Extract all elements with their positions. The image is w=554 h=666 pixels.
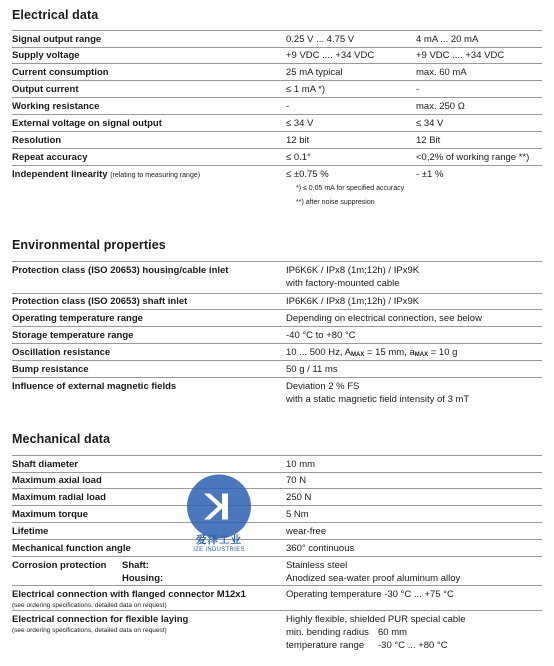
row-label: Maximum radial load — [12, 492, 106, 503]
table-row — [12, 344, 542, 361]
row-value: 360° continuous — [286, 543, 355, 554]
row-label: Influence of external magnetic fields — [12, 381, 177, 392]
row-value: 250 N — [286, 492, 312, 503]
row-value: -40 °C to +80 °C — [286, 330, 356, 341]
row-value: IP6K6K / IPx8 (1m;12h) / IPx9K — [286, 296, 420, 307]
row-label: Repeat accuracy — [12, 152, 88, 163]
row-label: Oscillation resistance — [12, 347, 111, 358]
row-value-current: <0,2% of working range **) — [416, 152, 530, 163]
table-row — [12, 455, 542, 473]
footnote: **) after noise suppresion — [296, 199, 375, 206]
table-row — [12, 47, 542, 64]
row-label: Electrical connection with flanged connector M12x1 (see ordering specifications, detailed data on request) — [12, 589, 246, 609]
row-value-voltage: ≤ 0.1° — [286, 152, 311, 163]
row-value-voltage: 12 bit — [286, 135, 310, 146]
table-row — [12, 293, 542, 310]
table-row — [12, 132, 542, 149]
row-value-current: max. 250 Ω — [416, 101, 465, 112]
row-value-current: 4 mA ... 20 mA — [416, 34, 479, 45]
row-label: Independent linearity (relating to measuring range) — [12, 169, 201, 180]
row-label: Storage temperature range — [12, 330, 134, 341]
row-label: Maximum torque — [12, 509, 89, 520]
table-row — [12, 327, 542, 344]
table-row — [12, 540, 542, 557]
row-label: Resolution — [12, 135, 62, 146]
row-value: Stainless steel Anodized sea-water proof aluminum alloy — [286, 560, 461, 584]
row-label-sub: Shaft: Housing: — [122, 560, 164, 584]
table-row — [12, 557, 542, 586]
row-label: Output current — [12, 84, 79, 95]
table-row — [12, 115, 542, 132]
environmental-section-title: Environmental properties — [12, 238, 166, 252]
row-value: Highly flexible, shielded PUR special cable min. bending radius 60 mm temperature range -30 °C ... +80 °C — [286, 614, 466, 651]
row-value-current: +9 VDC .... +34 VDC — [416, 50, 505, 61]
row-label: Bump resistance — [12, 364, 89, 375]
row-value: Depending on electrical connection, see below — [286, 313, 482, 324]
table-row — [12, 81, 542, 98]
table-row — [12, 586, 542, 611]
table-row — [12, 261, 542, 294]
row-label: Shaft diameter — [12, 459, 78, 470]
row-value-current: ≤ 34 V — [416, 118, 444, 129]
row-value-current: - ±1 % — [416, 169, 444, 180]
logo-text-en: IZE INDUSTRIES — [193, 547, 245, 553]
row-label: Protection class (ISO 20653) housing/cable inlet — [12, 265, 229, 276]
footnote: *) ≤ 0.05 mA for specified accuracy — [296, 185, 405, 192]
row-value-voltage: ≤ ±0.75 % — [286, 169, 329, 180]
row-value: wear-free — [286, 526, 327, 537]
row-value-current: - — [416, 84, 420, 95]
row-label-note: (see ordering specifications, detailed data on request) — [12, 627, 167, 634]
table-row — [12, 611, 542, 651]
row-label: Corrosion protection — [12, 560, 107, 571]
row-label: Electrical connection for flexible laying (see ordering specifications, detailed data on request) — [12, 614, 189, 634]
row-value: Deviation 2 % FS with a static magnetic field intensity of 3 mT — [286, 381, 470, 405]
row-value: 70 N — [286, 475, 307, 486]
table-row — [12, 378, 542, 409]
row-value-voltage: 25 mA typical — [286, 67, 343, 78]
row-label: Maximum axial load — [12, 475, 102, 486]
mechanical-section-title: Mechanical data — [12, 432, 111, 446]
row-value-voltage: ≤ 1 mA *) — [286, 84, 326, 95]
table-row — [12, 523, 542, 540]
row-value-current: 12 Bit — [416, 135, 441, 146]
electrical-section-title: Electrical data — [12, 8, 99, 22]
row-value: 10 ... 500 Hz, $A_{MAX} = 15$ mm, $a_{MAX} = 10$ g — [286, 347, 458, 358]
row-label: Working resistance — [12, 101, 100, 112]
table-row — [12, 506, 542, 523]
row-label: Mechanical function angle — [12, 543, 131, 554]
row-label-note: (see ordering specifications, detailed data on request) — [12, 602, 167, 609]
row-label: Supply voltage — [12, 50, 80, 61]
row-value-voltage: 0.25 V ... 4.75 V — [286, 34, 355, 45]
table-row — [12, 361, 542, 378]
row-value-voltage: ≤ 34 V — [286, 118, 314, 129]
row-value: 10 mm — [286, 459, 316, 470]
table-row — [12, 64, 542, 81]
row-value: 5 Nm — [286, 509, 309, 520]
table-row — [12, 166, 542, 182]
row-value-voltage: +9 VDC .... +34 VDC — [286, 50, 375, 61]
row-label: Lifetime — [12, 526, 49, 537]
table-row — [12, 98, 542, 115]
table-row — [12, 30, 542, 48]
row-label: Signal output range — [12, 34, 102, 45]
table-row — [12, 489, 542, 506]
table-row — [12, 310, 542, 327]
row-value-voltage: - — [286, 101, 290, 112]
row-label: Current consumption — [12, 67, 109, 78]
row-value: Operating temperature -30 °C ... +75 °C — [286, 589, 454, 600]
row-value: IP6K6K / IPx8 (1m;12h) / IPx9K with factory-mounted cable — [286, 265, 420, 289]
logo-text-cn: 爱泽工业 — [196, 534, 242, 546]
row-label: Protection class (ISO 20653) shaft inlet — [12, 296, 188, 307]
row-value: 50 g / 11 ms — [286, 364, 338, 375]
row-label-note: (relating to measuring range) — [110, 172, 201, 179]
row-label: External voltage on signal output — [12, 118, 162, 129]
table-row — [12, 149, 542, 166]
row-label: Operating temperature range — [12, 313, 143, 324]
row-value-current: max. 60 mA — [416, 67, 467, 78]
table-row — [12, 472, 542, 489]
